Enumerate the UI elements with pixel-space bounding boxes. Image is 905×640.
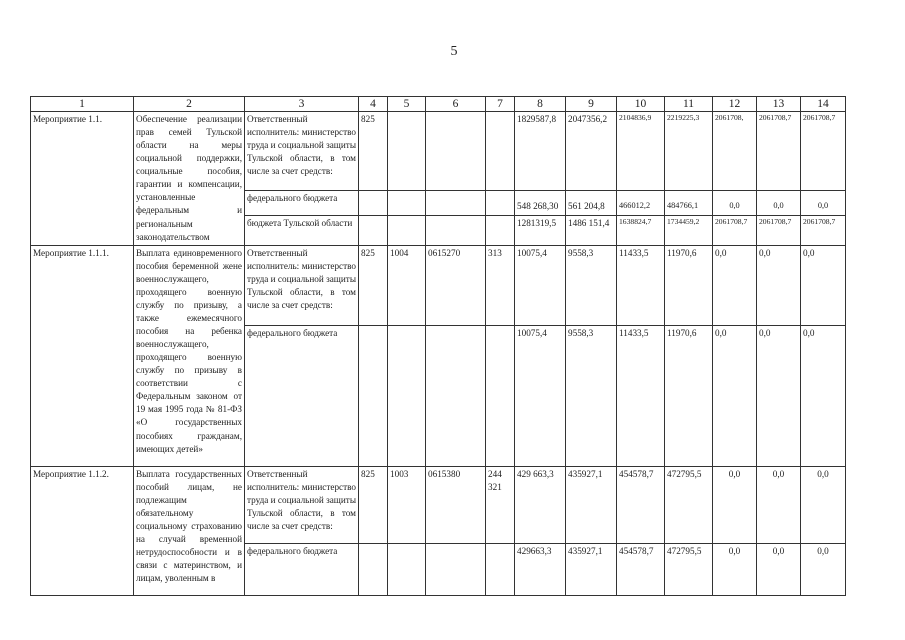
funding-label: федерального бюджета <box>245 191 359 216</box>
cell-c4 <box>359 325 388 466</box>
table-row <box>31 112 846 191</box>
col-header: 1 <box>31 97 134 112</box>
cell-c11: 11970,6 <box>665 325 713 466</box>
col-header: 14 <box>801 97 846 112</box>
cell-c12: 0,0 <box>713 191 757 216</box>
cell-c14: 0,0 <box>801 191 846 216</box>
col-header: 6 <box>426 97 486 112</box>
funding-label: Ответственный исполнитель: министерство труда и социальной защиты Тульской области, в том числе за счет средств: <box>245 112 359 191</box>
activity-description: Обеспечение реализации прав семей Тульской области на меры социальной поддержки, социальные пособия, гарантии и компенсации, установленные федеральным и региональным законодательством <box>134 112 245 246</box>
cell-c6 <box>426 112 486 191</box>
cell-c10: 2104836,9 <box>617 112 665 191</box>
cell-c5 <box>388 191 426 216</box>
cell-c9: 9558,3 <box>566 325 617 466</box>
cell-c6 <box>426 543 486 595</box>
cell-c9: 435927,1 <box>566 466 617 543</box>
col-header: 8 <box>515 97 566 112</box>
cell-c6: 0615380 <box>426 466 486 543</box>
budget-table <box>30 96 846 596</box>
cell-c13: 0,0 <box>757 191 801 216</box>
cell-c7 <box>486 216 515 245</box>
cell-c11: 1734459,2 <box>665 216 713 245</box>
cell-c5: 1003 <box>388 466 426 543</box>
cell-c13: 0,0 <box>757 245 801 325</box>
cell-c10: 11433,5 <box>617 325 665 466</box>
cell-c10: 1638824,7 <box>617 216 665 245</box>
cell-c10: 454578,7 <box>617 543 665 595</box>
cell-c8: 429663,3 <box>515 543 566 595</box>
col-header: 11 <box>665 97 713 112</box>
cell-c12: 0,0 <box>713 325 757 466</box>
cell-c7 <box>486 112 515 191</box>
col-header: 2 <box>134 97 245 112</box>
cell-c5 <box>388 216 426 245</box>
cell-c14: 0,0 <box>801 466 846 543</box>
cell-c6 <box>426 191 486 216</box>
cell-c9: 9558,3 <box>566 245 617 325</box>
cell-c7 <box>486 543 515 595</box>
cell-c13: 0,0 <box>757 466 801 543</box>
cell-c4 <box>359 216 388 245</box>
funding-label: бюджета Тульской области <box>245 216 359 245</box>
cell-c14: 0,0 <box>801 543 846 595</box>
col-header: 7 <box>486 97 515 112</box>
cell-c8: 548 268,30 <box>515 191 566 216</box>
cell-c13: 2061708,7 <box>757 216 801 245</box>
cell-c12: 0,0 <box>713 245 757 325</box>
cell-c9: 561 204,8 <box>566 191 617 216</box>
cell-c9: 1486 151,4 <box>566 216 617 245</box>
cell-c4 <box>359 191 388 216</box>
cell-c5: 1004 <box>388 245 426 325</box>
activity-name: Мероприятие 1.1. <box>31 112 134 246</box>
funding-label: Ответственный исполнитель: министерство труда и социальной защиты Тульской области, в том числе за счет средств: <box>245 466 359 543</box>
activity-description: Выплата государственных пособий лицам, не подлежащим обязательному социальному страхованию на случай временной нетрудоспособности и в связи с материнством, и лицам, уволенным в <box>134 466 245 595</box>
cell-c11: 11970,6 <box>665 245 713 325</box>
cell-c4: 825 <box>359 112 388 191</box>
cell-c14: 2061708,7 <box>801 216 846 245</box>
cell-c5 <box>388 112 426 191</box>
cell-c14: 2061708,7 <box>801 112 846 191</box>
cell-c14: 0,0 <box>801 325 846 466</box>
col-header: 4 <box>359 97 388 112</box>
page-number: 5 <box>450 44 458 59</box>
col-header: 13 <box>757 97 801 112</box>
funding-label: Ответственный исполнитель: министерство труда и социальной защиты Тульской области, в том числе за счет средств: <box>245 245 359 325</box>
funding-label: федерального бюджета <box>245 325 359 466</box>
col-header: 5 <box>388 97 426 112</box>
cell-c11: 472795,5 <box>665 466 713 543</box>
cell-c9: 2047356,2 <box>566 112 617 191</box>
cell-c10: 454578,7 <box>617 466 665 543</box>
activity-description: Выплата единовременного пособия беременной жене военнослужащего, проходящего военную службу по призыву, а также ежемесячного пособия на ребенка военнослужащего, проходящего военную службу по призыву в соответствии с Федеральным законом от 19 мая 1995 года № 81-ФЗ «О государственных пособиях гражданам, имеющих детей» <box>134 245 245 466</box>
cell-c7: 244 321 <box>486 466 515 543</box>
cell-c10: 11433,5 <box>617 245 665 325</box>
cell-c4: 825 <box>359 466 388 543</box>
cell-c6: 0615270 <box>426 245 486 325</box>
cell-c8: 10075,4 <box>515 325 566 466</box>
cell-c12: 0,0 <box>713 466 757 543</box>
cell-c8: 1281319,5 <box>515 216 566 245</box>
cell-c8: 10075,4 <box>515 245 566 325</box>
cell-c6 <box>426 216 486 245</box>
table-row <box>31 245 846 325</box>
cell-c12: 0,0 <box>713 543 757 595</box>
table-row <box>31 466 846 543</box>
col-header: 12 <box>713 97 757 112</box>
cell-c6 <box>426 325 486 466</box>
activity-name: Мероприятие 1.1.1. <box>31 245 134 466</box>
cell-c10: 466012,2 <box>617 191 665 216</box>
cell-c7 <box>486 191 515 216</box>
cell-c13: 2061708,7 <box>757 112 801 191</box>
cell-c13: 0,0 <box>757 325 801 466</box>
funding-label: федерального бюджета <box>245 543 359 595</box>
cell-c5 <box>388 543 426 595</box>
cell-c8: 429 663,3 <box>515 466 566 543</box>
cell-c5 <box>388 325 426 466</box>
cell-c11: 472795,5 <box>665 543 713 595</box>
cell-c14: 0,0 <box>801 245 846 325</box>
cell-c13: 0,0 <box>757 543 801 595</box>
col-header: 10 <box>617 97 665 112</box>
cell-c12: 2061708, <box>713 112 757 191</box>
col-header: 3 <box>245 97 359 112</box>
cell-c4 <box>359 543 388 595</box>
activity-name: Мероприятие 1.1.2. <box>31 466 134 595</box>
cell-c4: 825 <box>359 245 388 325</box>
header-row <box>31 97 846 112</box>
col-header: 9 <box>566 97 617 112</box>
cell-c8: 1829587,8 <box>515 112 566 191</box>
cell-c11: 484766,1 <box>665 191 713 216</box>
cell-c7: 313 <box>486 245 515 325</box>
cell-c7 <box>486 325 515 466</box>
cell-c12: 2061708,7 <box>713 216 757 245</box>
cell-c11: 2219225,3 <box>665 112 713 191</box>
cell-c9: 435927,1 <box>566 543 617 595</box>
